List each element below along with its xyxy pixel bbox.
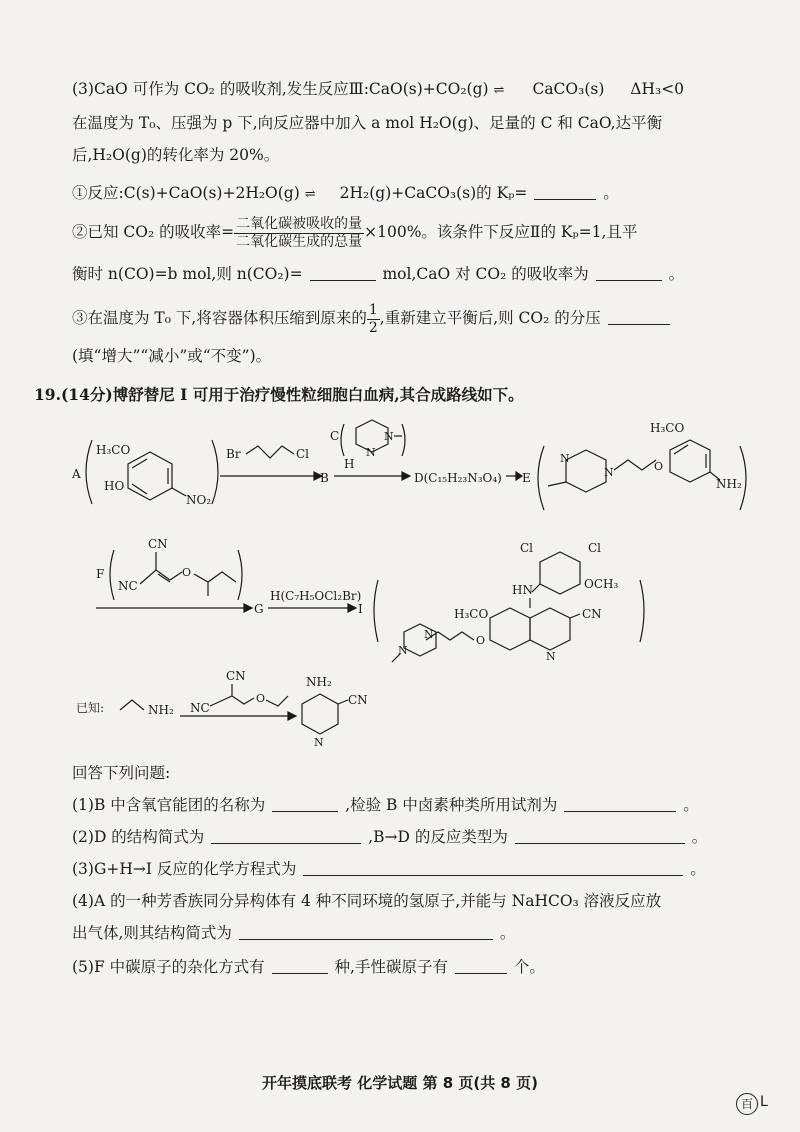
q18-3-sub3 — [72, 300, 672, 337]
i-o: O — [476, 634, 486, 647]
pyridine-ring-known — [302, 694, 338, 734]
synthesis-scheme — [0, 410, 800, 750]
text: ①反应:C(s)+CaO(s)+2H₂O(g) — [72, 184, 300, 202]
label-G: G — [254, 602, 264, 616]
arrow-head-icon — [244, 604, 252, 612]
answer-blank[interactable] — [534, 183, 596, 200]
bracket-left — [86, 440, 92, 504]
answer-heading: 回答下列问题: — [72, 764, 171, 782]
i-n: N — [424, 628, 434, 641]
i-cn: CN — [582, 607, 602, 621]
q19-heading: 19.(14分)博舒替尼 I 可用于治疗慢性粒细胞白血病,其合成路线如下。 — [34, 385, 524, 404]
bracket-right — [212, 440, 218, 504]
f-o: O — [182, 566, 192, 579]
benzene-ring-I-top — [540, 552, 580, 594]
label-B: B — [320, 471, 329, 485]
benzene-ring-A — [128, 452, 172, 500]
text: ,重新建立平衡后,则 CO₂ 的分压 — [379, 309, 601, 327]
f-cn: CN — [148, 537, 168, 551]
piperazine-ring-E — [566, 450, 606, 492]
equilibrium-arrow-icon: ⇌ — [493, 83, 505, 98]
q18-3-line3: 后,H₂O(g)的转化率为 20%。 — [72, 146, 280, 164]
pyridine-ring-I — [530, 608, 570, 650]
text: (3)CaO 可作为 CO₂ 的吸收剂,发生反应Ⅲ:CaO(s)+CO₂(g) — [72, 80, 489, 98]
benzene-ring-E — [670, 440, 710, 482]
fraction — [234, 216, 364, 251]
subq-1 — [72, 794, 699, 816]
text: 。 — [683, 796, 699, 814]
benzene-ring-I-mid — [490, 608, 530, 650]
answer-blank[interactable] — [310, 264, 376, 281]
q18-3-line1 — [72, 78, 684, 102]
label-D: D(C₁₅H₂₃N₃O₄) — [414, 471, 502, 485]
frac-den: 二氧化碳生成的总量 — [236, 233, 363, 250]
answer-blank[interactable] — [211, 827, 361, 844]
i-n: N — [546, 650, 556, 663]
label-C: C — [330, 429, 340, 443]
enthalpy: ΔH₃<0 — [630, 80, 685, 98]
i-h3co: H₃CO — [454, 607, 489, 621]
a-ho: HO — [104, 479, 125, 493]
answer-blank[interactable] — [272, 957, 328, 974]
label-F: F — [96, 567, 105, 581]
page-stamp: 百 — [736, 1093, 758, 1115]
c-h: H — [344, 457, 355, 471]
answer-blank[interactable] — [239, 923, 493, 940]
label-A: A — [72, 467, 81, 481]
text: ②已知 CO₂ 的吸收率= — [72, 223, 235, 241]
k-p-n: N — [314, 736, 324, 749]
frac-den: 2 — [368, 319, 378, 336]
answer-blank[interactable] — [608, 308, 670, 325]
e-h3co: H₃CO — [650, 421, 685, 435]
known-label: 已知: — [76, 701, 105, 715]
text: ,B→D 的反应类型为 — [368, 828, 508, 846]
frac-num: 1 — [368, 301, 378, 318]
text: (3)G+H→I 反应的化学方程式为 — [72, 860, 297, 878]
text: (5)F 中碳原子的杂化方式有 — [72, 958, 265, 976]
k-cn: CN — [226, 669, 246, 683]
text: ×100%。该条件下反应Ⅱ的 Kₚ=1,且平 — [364, 223, 638, 241]
text: (2)D 的结构简式为 — [72, 828, 205, 846]
i-hn: HN — [512, 583, 533, 597]
f-nc: NC — [118, 579, 138, 593]
i-cl: Cl — [520, 541, 534, 555]
answer-blank[interactable] — [272, 795, 338, 812]
answer-blank[interactable] — [596, 264, 662, 281]
text: 。 — [603, 184, 619, 202]
q18-3-sub3b: (填“增大”“减小”或“不变”)。 — [72, 347, 272, 365]
q18-3-line2: 在温度为 T₀、压强为 p 下,向反应器中加入 a mol H₂O(g)、足量的 C 和 CaO,达平衡 — [72, 114, 663, 132]
text: 。 — [690, 860, 706, 878]
reagent-cl: Cl — [296, 447, 310, 461]
text: 个。 — [513, 958, 545, 976]
subq-5 — [72, 956, 545, 978]
k-o: O — [256, 692, 266, 705]
text: 出气体,则其结构简式为 — [72, 924, 232, 942]
i-och3: OCH₃ — [584, 577, 619, 591]
label-I: I — [358, 602, 363, 616]
text: CaCO₃(s) — [532, 80, 605, 98]
answer-blank[interactable] — [564, 795, 676, 812]
page-stamp-letter: L — [760, 1094, 768, 1110]
q18-3-sub2b — [72, 263, 684, 285]
subq-4: (4)A 的一种芳香族同分异构体有 4 种不同环境的氢原子,并能与 NaHCO₃ 溶液反应放 — [72, 892, 662, 910]
text: 2H₂(g)+CaCO₃(s)的 Kₚ= — [339, 184, 528, 202]
c-n: N — [366, 446, 376, 459]
text: ,检验 B 中卤素种类所用试剂为 — [345, 796, 558, 814]
subq-4b — [72, 922, 515, 944]
reagent-br: Br — [226, 447, 241, 461]
k-p-nh2: NH₂ — [306, 675, 332, 689]
answer-blank[interactable] — [455, 957, 507, 974]
k-p-cn: CN — [348, 693, 368, 707]
equilibrium-arrow-icon: ⇌ — [304, 187, 316, 202]
k-nh2: NH₂ — [148, 703, 174, 717]
k-nc: NC — [190, 701, 210, 715]
e-nh2: NH₂ — [716, 477, 742, 491]
answer-blank[interactable] — [303, 859, 683, 876]
text: (1)B 中含氧官能团的名称为 — [72, 796, 266, 814]
arrow-head-icon — [348, 604, 356, 612]
text: 。 — [499, 924, 516, 942]
answer-blank[interactable] — [515, 827, 685, 844]
a-no2: NO₂ — [186, 493, 212, 507]
a-h3co: H₃CO — [96, 443, 131, 457]
e-n: N — [604, 466, 614, 479]
subq-2 — [72, 826, 707, 848]
q18-3-sub2 — [72, 214, 637, 251]
text: 。 — [668, 265, 685, 283]
e-n: N — [560, 452, 570, 465]
i-cl: Cl — [588, 541, 602, 555]
arrow-head-icon — [402, 472, 410, 480]
fraction — [367, 302, 380, 337]
frac-num: 二氧化碳被吸收的量 — [236, 215, 363, 232]
text: 种,手性碳原子有 — [334, 958, 448, 976]
text: mol,CaO 对 CO₂ 的吸收率为 — [382, 265, 589, 283]
c-n: N — [384, 430, 394, 443]
e-o: O — [654, 460, 664, 473]
label-E: E — [522, 471, 531, 485]
text: ③在温度为 T₀ 下,将容器体积压缩到原来的 — [72, 309, 367, 327]
text: 。 — [691, 828, 708, 846]
text: 衡时 n(CO)=b mol,则 n(CO₂)= — [72, 265, 303, 283]
page-footer: 开年摸底联考 化学试题 第 8 页(共 8 页) — [262, 1074, 538, 1092]
label-H: H(C₇H₅OCl₂Br) — [270, 589, 362, 603]
arrow-head-icon — [288, 712, 296, 720]
subq-3 — [72, 858, 706, 880]
q18-3-sub1 — [72, 182, 619, 206]
i-n: N — [398, 644, 408, 657]
